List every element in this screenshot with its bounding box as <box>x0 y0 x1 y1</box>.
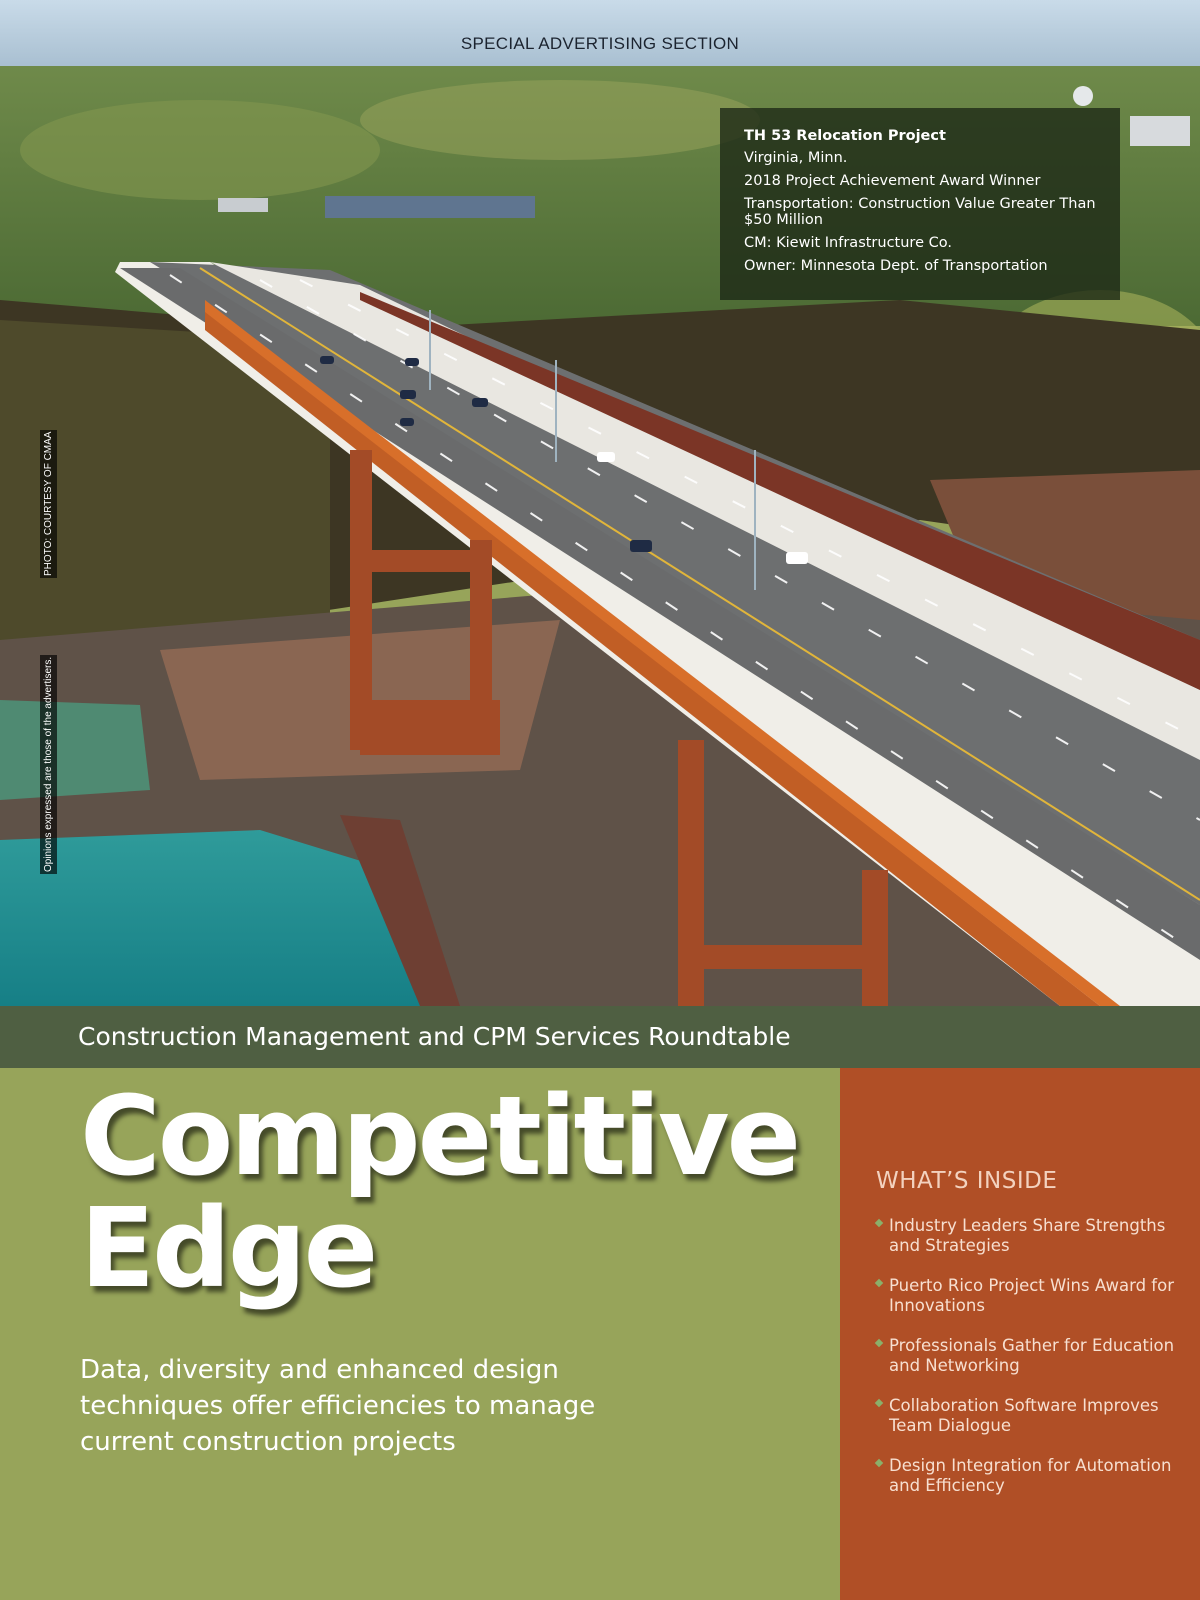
diamond-bullet-icon <box>875 1459 883 1467</box>
project-category: Transportation: Construction Value Greater Than $50 Million <box>744 196 1096 228</box>
contents-list <box>876 1216 1180 1496</box>
project-award: 2018 Project Achievement Award Winner <box>744 173 1041 189</box>
contents-item-label: Industry Leaders Share Strengths and Strategies <box>889 1216 1166 1255</box>
headline <box>80 1072 799 1312</box>
headline-line-1: Competitive <box>80 1072 799 1200</box>
headline-line-2: Edge <box>80 1184 376 1312</box>
contents-item-label: Collaboration Software Improves Team Dialogue <box>889 1396 1159 1435</box>
contents-item <box>876 1336 1180 1376</box>
diamond-bullet-icon <box>875 1219 883 1227</box>
contents-item <box>876 1216 1180 1256</box>
section-band: Construction Management and CPM Services Roundtable <box>0 1006 1200 1068</box>
diamond-bullet-icon <box>875 1279 883 1287</box>
advertiser-disclaimer: Opinions expressed are those of the advertisers. <box>40 655 57 874</box>
special-advertising-label: SPECIAL ADVERTISING SECTION <box>460 34 740 53</box>
whats-inside-panel <box>840 1068 1200 1600</box>
diamond-bullet-icon <box>875 1339 883 1347</box>
contents-item-label: Design Integration for Automation and Efficiency <box>889 1456 1172 1495</box>
whats-inside-heading: WHAT’S INSIDE <box>876 1168 1058 1194</box>
photo-credit: PHOTO: COURTESY OF CMAA <box>40 430 57 578</box>
main-panel <box>0 1068 840 1600</box>
diamond-bullet-icon <box>875 1399 883 1407</box>
project-owner: Owner: Minnesota Dept. of Transportation <box>744 258 1048 274</box>
project-title: TH 53 Relocation Project <box>744 128 946 144</box>
project-info-box <box>720 108 1120 300</box>
contents-item-label: Professionals Gather for Education and Networking <box>889 1336 1175 1375</box>
project-cm: CM: Kiewit Infrastructure Co. <box>744 235 952 251</box>
project-location: Virginia, Minn. <box>744 150 848 166</box>
contents-item <box>876 1456 1180 1496</box>
contents-item-label: Puerto Rico Project Wins Award for Innovations <box>889 1276 1174 1315</box>
deck-text: Data, diversity and enhanced design techniques offer efficiencies to manage current construction projects <box>80 1355 596 1457</box>
contents-item <box>876 1396 1180 1436</box>
contents-item <box>876 1276 1180 1316</box>
